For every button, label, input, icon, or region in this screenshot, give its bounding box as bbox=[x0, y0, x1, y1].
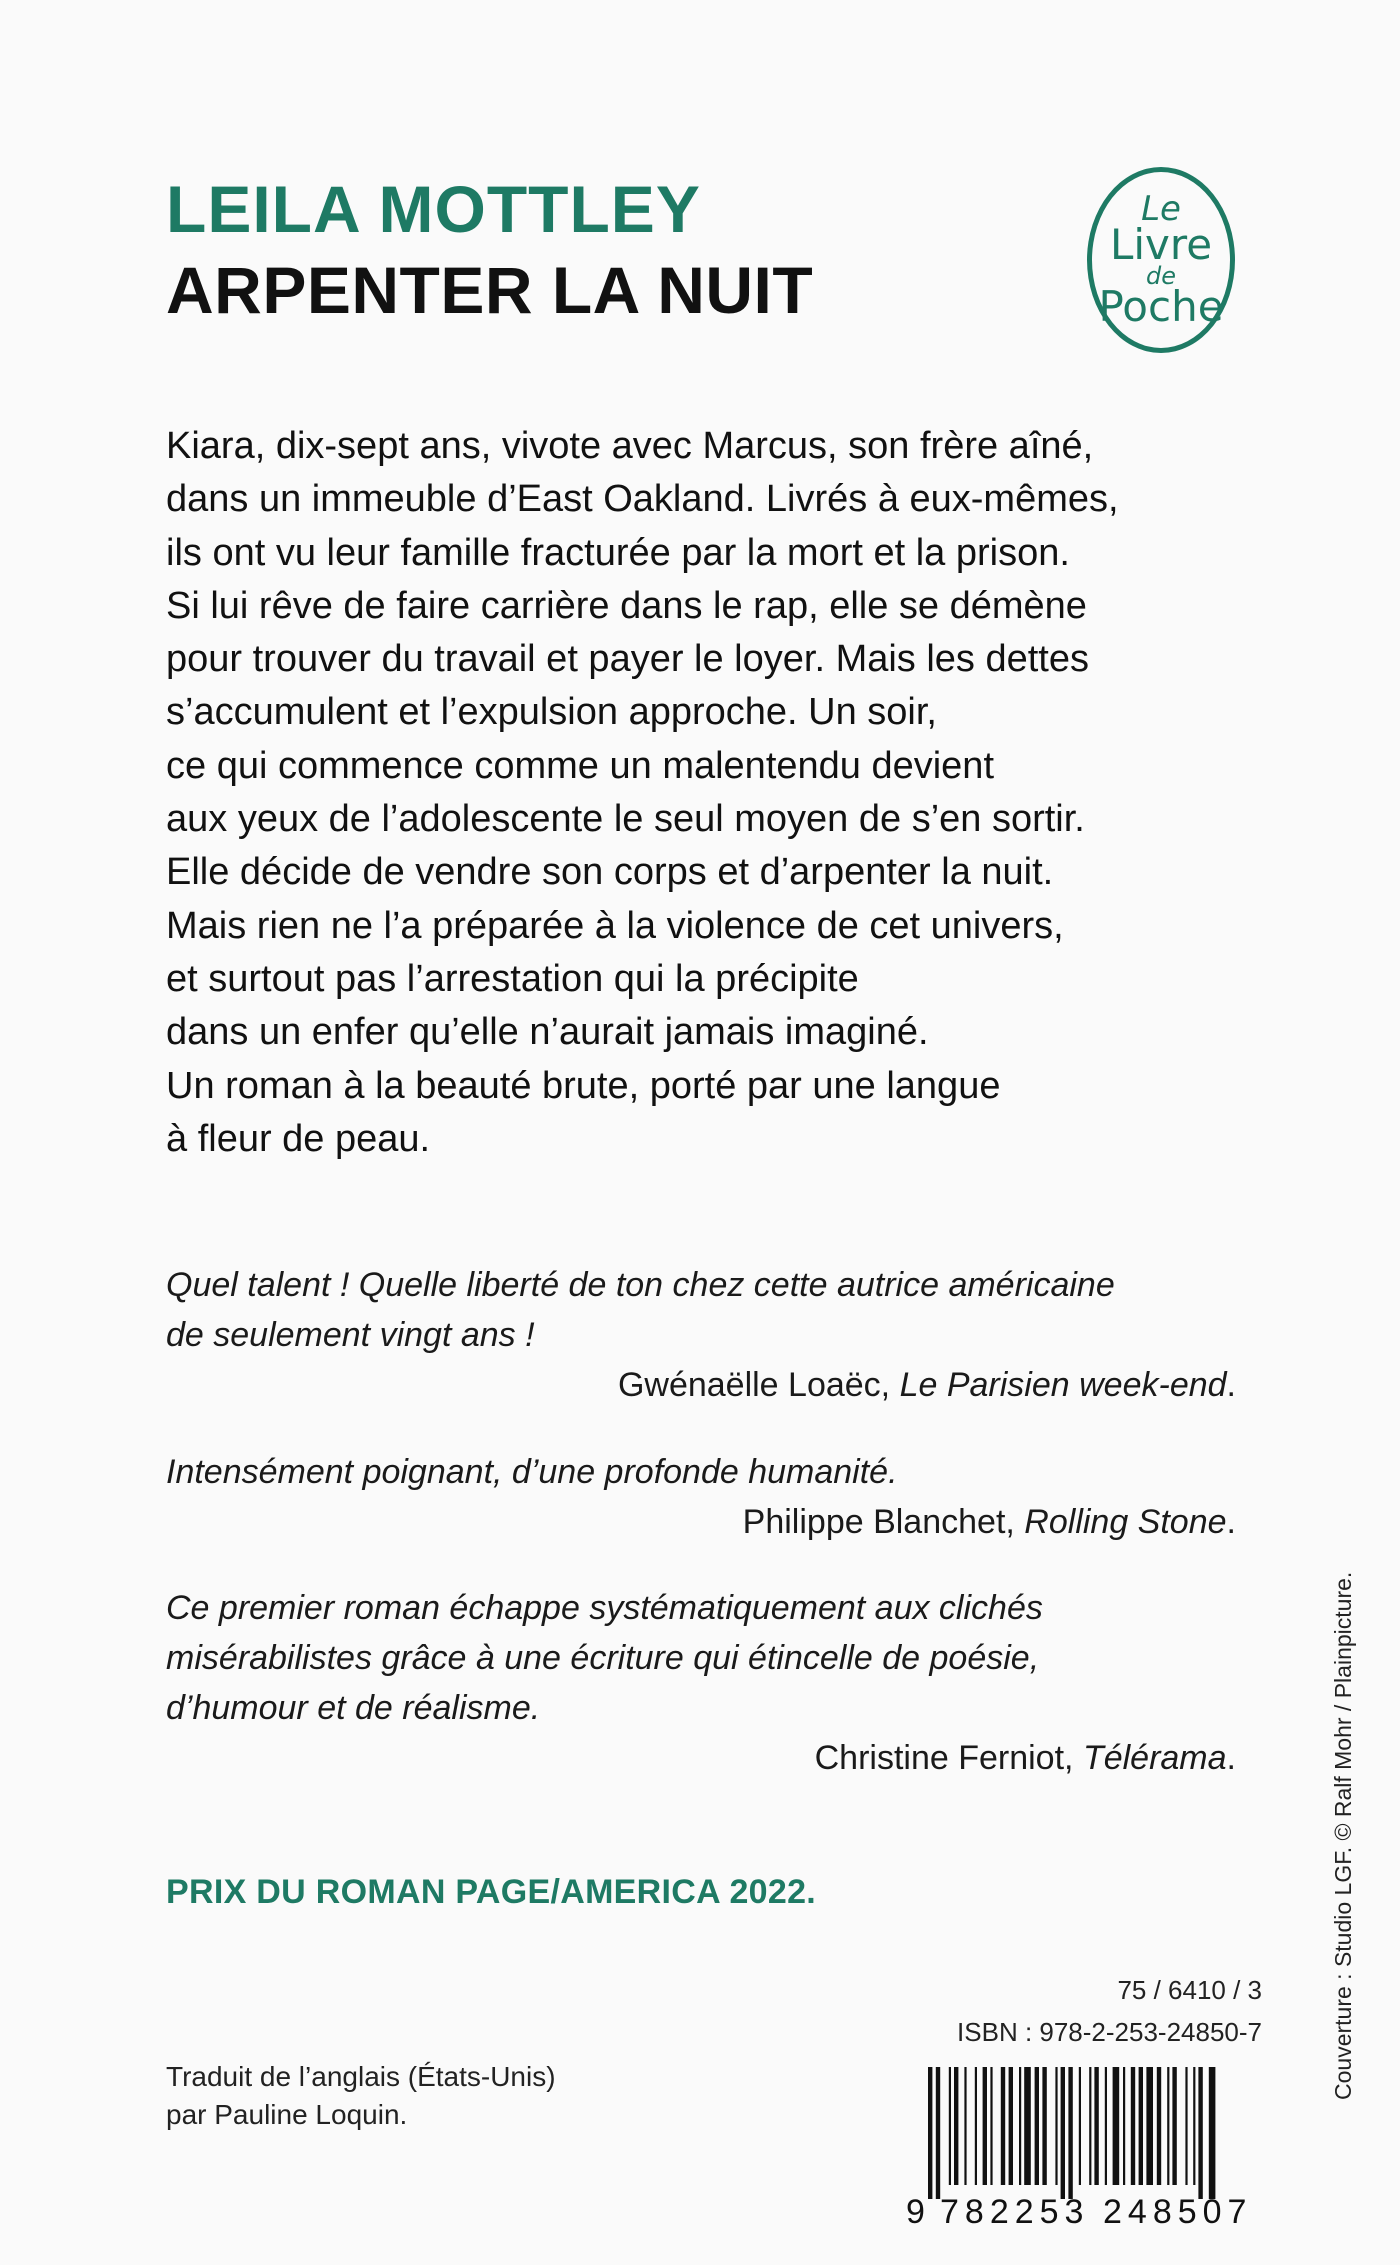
quote-end: . bbox=[1226, 1366, 1236, 1404]
translation-line-2: par Pauline Loquin. bbox=[166, 2099, 408, 2130]
synopsis-line: aux yeux de l’adolescente le seul moyen de s’en sortir. bbox=[166, 798, 1085, 841]
barcode-bar bbox=[949, 2067, 951, 2185]
book-title: ARPENTER LA NUIT bbox=[166, 253, 814, 327]
quote-source bbox=[166, 1497, 1236, 1547]
press-quote bbox=[166, 1260, 1236, 1410]
barcode-bar bbox=[1157, 2067, 1161, 2185]
barcode-bar bbox=[1139, 2067, 1143, 2185]
quote-line: misérabilistes grâce à une écriture qui étincelle de poésie, bbox=[166, 1639, 1040, 1677]
barcode-bar bbox=[1061, 2067, 1065, 2199]
barcode-bar bbox=[990, 2067, 992, 2185]
barcode-bar bbox=[1035, 2067, 1039, 2185]
synopsis-line: s’accumulent et l’expulsion approche. Un soir, bbox=[166, 691, 937, 734]
barcode-bar bbox=[954, 2067, 958, 2185]
barcode-bar bbox=[1089, 2067, 1091, 2185]
barcode bbox=[898, 2061, 1266, 2229]
barcode-bar bbox=[1068, 2067, 1072, 2199]
logo-line-4: Poche bbox=[1098, 282, 1224, 331]
synopsis-line: Kiara, dix-sept ans, vivote avec Marcus, son frère aîné, bbox=[166, 425, 1094, 467]
author-name: LEILA MOTTLEY bbox=[166, 172, 701, 246]
synopsis-line: ce qui commence comme un malentendu devient bbox=[166, 744, 995, 787]
quote-source bbox=[166, 1733, 1236, 1783]
barcode-bar bbox=[1055, 2067, 1057, 2185]
synopsis-line: Mais rien ne l’a préparée à la violence de cet univers, bbox=[166, 904, 1064, 947]
cover-credit: Couverture : Studio LGF. © Ralf Mohr / Plainpicture. bbox=[1330, 1571, 1356, 2100]
barcode-bar bbox=[1193, 2067, 1195, 2185]
quote-publication: Télérama bbox=[1082, 1739, 1227, 1777]
barcode-bar bbox=[1079, 2067, 1081, 2185]
barcode-bar bbox=[1172, 2067, 1176, 2185]
barcode-bars bbox=[928, 2067, 1215, 2199]
isbn: ISBN : 978-2-253-24850-7 bbox=[957, 2017, 1262, 2047]
synopsis-line: ils ont vu leur famille fracturée par la mort et la prison. bbox=[166, 531, 1070, 574]
quote-author: Philippe Blanchet, bbox=[742, 1503, 1025, 1541]
barcode-bar bbox=[983, 2067, 987, 2185]
barcode-group-1: 782253 bbox=[940, 2193, 1090, 2229]
publisher-logo bbox=[1087, 167, 1235, 353]
barcode-bar bbox=[1094, 2067, 1098, 2185]
barcode-bar bbox=[1185, 2067, 1187, 2185]
synopsis-line: dans un immeuble d’East Oakland. Livrés à eux-mêmes, bbox=[166, 478, 1119, 521]
barcode-bar bbox=[1024, 2067, 1031, 2185]
barcode-bar bbox=[1113, 2067, 1120, 2185]
logo-line-2: Livre bbox=[1109, 220, 1213, 269]
quote-line: Ce premier roman échappe systématiquement aux clichés bbox=[166, 1589, 1043, 1627]
synopsis-line: pour trouver du travail et payer le loyer. Mais les dettes bbox=[166, 638, 1090, 681]
catalog-number: 75 / 6410 / 3 bbox=[1117, 1975, 1262, 2005]
quote-line: de seulement vingt ans ! bbox=[166, 1316, 535, 1354]
quote-author: Christine Ferniot, bbox=[814, 1739, 1083, 1777]
quote-source bbox=[166, 1360, 1236, 1410]
prize-award: PRIX DU ROMAN PAGE/AMERICA 2022. bbox=[166, 1873, 817, 1911]
quote-end: . bbox=[1226, 1503, 1236, 1541]
quote-publication: Le Parisien week-end bbox=[899, 1366, 1227, 1404]
barcode-group-2: 248507 bbox=[1103, 2193, 1253, 2229]
barcode-bar bbox=[1167, 2067, 1169, 2185]
quote-line: Quel talent ! Quelle liberté de ton chez cette autrice américaine bbox=[166, 1266, 1115, 1304]
barcode-bar bbox=[1001, 2067, 1005, 2185]
barcode-bar bbox=[1209, 2067, 1216, 2199]
quote-text bbox=[166, 1260, 1236, 1360]
barcode-first-digit: 9 bbox=[906, 2193, 925, 2229]
logo-line-3: de bbox=[1146, 262, 1176, 290]
quote-line: d’humour et de réalisme. bbox=[166, 1689, 541, 1727]
synopsis-line: Elle décide de vendre son corps et d’arpenter la nuit. bbox=[166, 851, 1054, 894]
barcode-bar bbox=[1042, 2067, 1046, 2185]
synopsis-line: dans un enfer qu’elle n’aurait jamais imaginé. bbox=[166, 1011, 929, 1054]
quote-end: . bbox=[1226, 1739, 1236, 1777]
press-quote bbox=[166, 1583, 1236, 1783]
translation-credit bbox=[166, 2058, 556, 2134]
barcode-bar bbox=[1198, 2067, 1202, 2199]
quote-text bbox=[166, 1447, 1236, 1497]
synopsis-line: à fleur de peau. bbox=[166, 1117, 431, 1160]
barcode-bar bbox=[975, 2067, 977, 2185]
barcode-bar bbox=[1123, 2067, 1125, 2185]
barcode-bar bbox=[1105, 2067, 1107, 2185]
barcode-bar bbox=[1019, 2067, 1021, 2185]
press-quote bbox=[166, 1447, 1236, 1547]
barcode-bar bbox=[964, 2067, 966, 2185]
quote-author: Gwénaëlle Loaëc, bbox=[617, 1366, 900, 1404]
quote-text bbox=[166, 1583, 1236, 1733]
quote-line: Intensément poignant, d’une profonde humanité. bbox=[166, 1453, 898, 1491]
synopsis bbox=[166, 420, 1246, 1166]
synopsis-line: Un roman à la beauté brute, porté par une langue bbox=[166, 1064, 1001, 1107]
barcode-bar bbox=[1146, 2067, 1153, 2185]
synopsis-line: Si lui rêve de faire carrière dans le rap, elle se démène bbox=[166, 584, 1087, 627]
quote-publication: Rolling Stone bbox=[1024, 1503, 1227, 1541]
barcode-bar bbox=[1131, 2067, 1135, 2185]
translation-line-1: Traduit de l’anglais (États-Unis) bbox=[166, 2061, 556, 2092]
logo-line-1: Le bbox=[1141, 189, 1181, 229]
barcode-bar bbox=[1009, 2067, 1013, 2185]
barcode-bar bbox=[936, 2067, 940, 2199]
synopsis-line: et surtout pas l’arrestation qui la précipite bbox=[166, 957, 859, 1000]
barcode-bar bbox=[928, 2067, 932, 2199]
